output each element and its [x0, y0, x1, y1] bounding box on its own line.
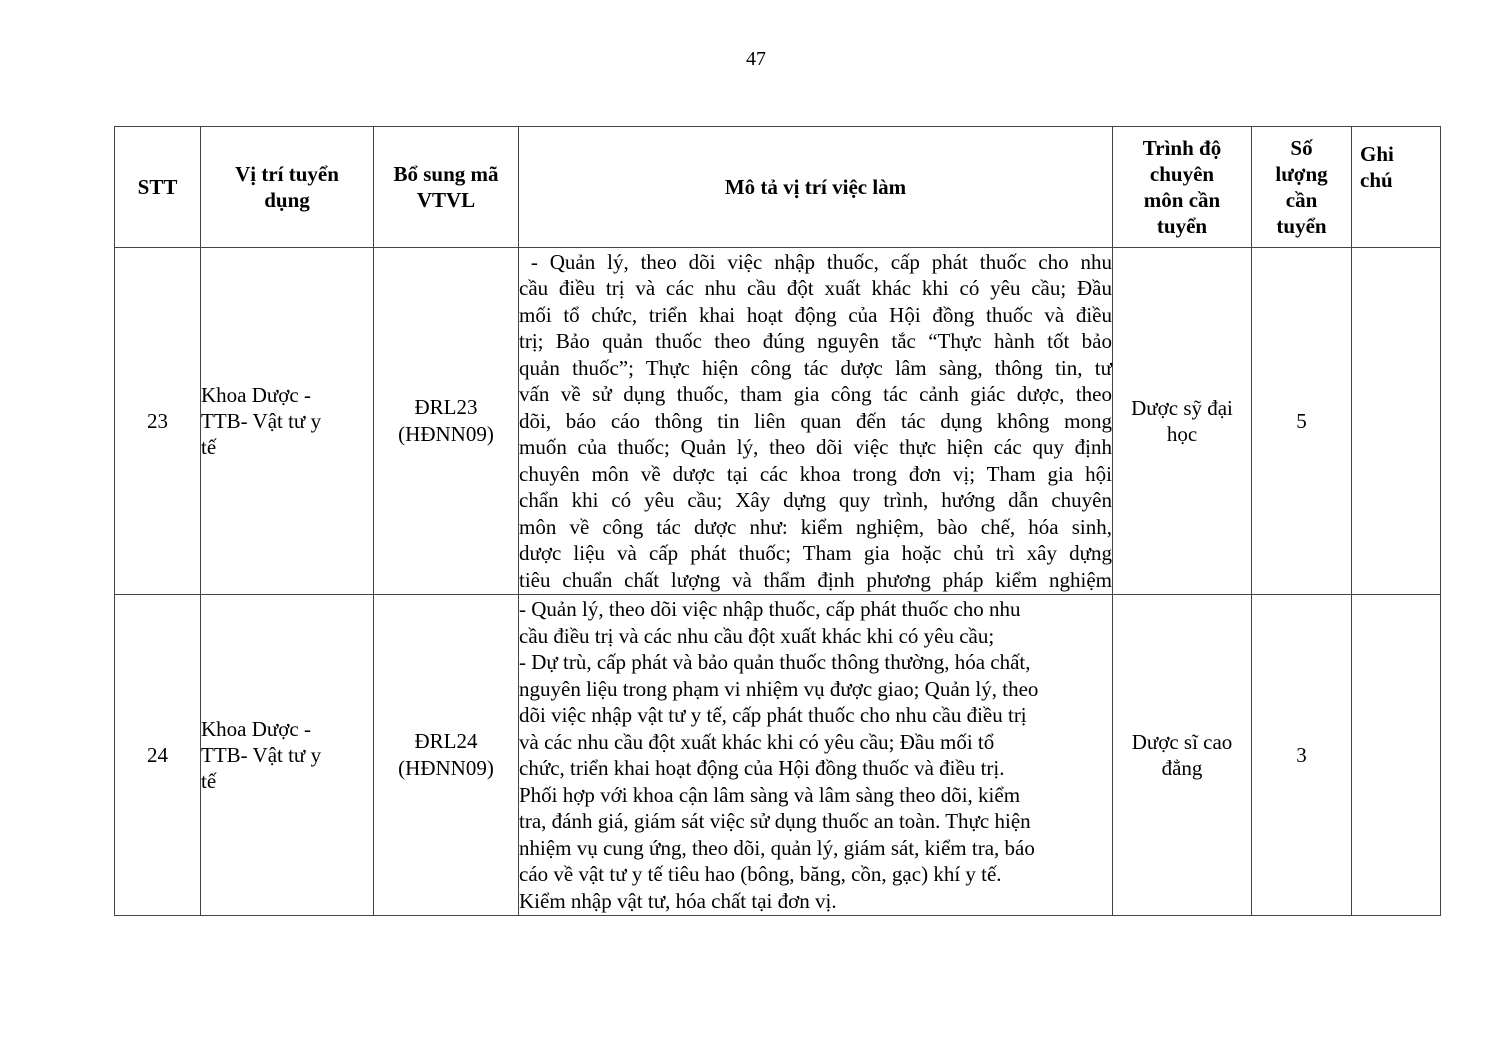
- position-line: Khoa Dược -: [201, 383, 311, 407]
- description-line: vấn về sử dụng thuốc, tham gia công tác cảnh giác dược, theo: [519, 382, 1112, 407]
- header-position-line: Vị trí tuyển: [235, 162, 339, 186]
- header-note: [1352, 127, 1441, 248]
- qualification-line: đẳng: [1161, 756, 1203, 780]
- page-number: 47: [746, 48, 766, 70]
- header-quantity-line: lượng: [1275, 162, 1328, 186]
- description-line: nhiệm vụ cung ứng, theo dõi, quản lý, giám sát, kiểm tra, báo: [519, 835, 1035, 860]
- header-qualification-line: Trình độ: [1142, 136, 1222, 160]
- header-qualification-line: môn cần: [1143, 188, 1221, 212]
- position-line: tế: [201, 769, 217, 793]
- cell-code: [374, 248, 519, 595]
- cell-description: [519, 248, 1113, 595]
- position-line: tế: [201, 435, 217, 459]
- qualification-line: Dược sĩ cao: [1131, 730, 1233, 754]
- code-line: ĐRL23: [414, 395, 478, 419]
- header-code-line: VTVL: [416, 188, 476, 212]
- header-description-text: Mô tả vị trí việc làm: [724, 175, 907, 199]
- description-line: quản thuốc”; Thực hiện công tác dược lâm sàng, thông tin, tư: [519, 355, 1112, 380]
- cell-stt: 24: [115, 595, 201, 916]
- header-position-line: dụng: [264, 188, 310, 212]
- description-line: tiêu chuẩn chất lượng và thẩm định phương pháp kiểm nghiệm: [519, 567, 1112, 592]
- header-code-line: Bổ sung mã: [393, 162, 499, 186]
- description-line: chẩn khi có yêu cầu; Xây dựng quy trình, hướng dẫn chuyên: [519, 488, 1112, 513]
- cell-description: [519, 595, 1113, 916]
- cell-position: [201, 595, 374, 916]
- cell-code: [374, 595, 519, 916]
- description-line: và các nhu cầu đột xuất khác khi có yêu cầu; Đầu mối tổ: [519, 729, 995, 754]
- cell-quantity: 3: [1252, 595, 1352, 916]
- description-line: cầu điều trị và các nhu cầu đột xuất khác khi có yêu cầu;: [519, 623, 995, 648]
- description-line: - Quản lý, theo dõi việc nhập thuốc, cấp phát thuốc cho nhu: [519, 249, 1112, 274]
- code-line: ĐRL24: [414, 729, 478, 753]
- description-line: mối tổ chức, triển khai hoạt động của Hội đồng thuốc và điều: [519, 302, 1112, 327]
- table-row: [115, 248, 1441, 595]
- description-line: môn về công tác dược như: kiểm nghiệm, bào chế, hóa sinh,: [519, 514, 1112, 539]
- description-line: - Quản lý, theo dõi việc nhập thuốc, cấp phát thuốc cho nhu: [519, 597, 1021, 621]
- position-line: TTB- Vật tư y: [201, 409, 322, 433]
- header-row: [115, 127, 1441, 248]
- cell-qualification: [1113, 595, 1252, 916]
- cell-position: [201, 248, 374, 595]
- header-stt: [115, 127, 201, 248]
- recruitment-table: [114, 126, 1441, 916]
- code-line: (HĐNN09): [398, 422, 494, 446]
- header-quantity-line: Số: [1290, 136, 1313, 160]
- header-quantity-line: tuyển: [1276, 214, 1327, 238]
- code-line: (HĐNN09): [398, 756, 494, 780]
- header-qualification-line: tuyển: [1156, 214, 1208, 238]
- description-line: tra, đánh giá, giám sát việc sử dụng thuốc an toàn. Thực hiện: [519, 809, 1031, 833]
- description-line: trị; Bảo quản thuốc theo đúng nguyên tắc “Thực hành tốt bảo: [519, 329, 1112, 354]
- description-line: chuyên môn về dược tại các khoa trong đơn vị; Tham gia hội: [519, 461, 1112, 486]
- header-description: [519, 127, 1113, 248]
- header-quantity-line: cần: [1285, 188, 1318, 212]
- cell-qualification: [1113, 248, 1252, 595]
- description-line: dược liệu và cấp phát thuốc; Tham gia hoặc chủ trì xây dựng: [519, 541, 1112, 566]
- cell-quantity: 5: [1252, 248, 1352, 595]
- description-line: muốn của thuốc; Quản lý, theo dõi việc thực hiện các quy định: [519, 435, 1112, 460]
- header-quantity: [1252, 127, 1352, 248]
- qualification-line: học: [1166, 422, 1198, 446]
- position-line: TTB- Vật tư y: [201, 743, 322, 767]
- description-line: Phối hợp với khoa cận lâm sàng và lâm sàng theo dõi, kiểm: [519, 782, 1021, 807]
- table-row: [115, 595, 1441, 916]
- description-line: Kiểm nhập vật tư, hóa chất tại đơn vị.: [519, 888, 837, 913]
- position-line: Khoa Dược -: [201, 717, 311, 741]
- header-note-line: chú: [1360, 168, 1393, 192]
- description-line: dõi việc nhập vật tư y tế, cấp phát thuốc cho nhu cầu điều trị: [519, 703, 1027, 727]
- header-qualification: [1113, 127, 1252, 248]
- description-line: nguyên liệu trong phạm vi nhiệm vụ được giao; Quản lý, theo: [519, 676, 1039, 701]
- description-line: - Dự trù, cấp phát và bảo quản thuốc thông thường, hóa chất,: [519, 650, 1031, 674]
- description-line: chức, triển khai hoạt động của Hội đồng thuốc và điều trị.: [519, 756, 1005, 780]
- cell-note: [1352, 248, 1441, 595]
- cell-stt: 23: [115, 248, 201, 595]
- header-stt-text: STT: [137, 175, 178, 199]
- qualification-line: Dược sỹ đại: [1131, 396, 1233, 420]
- header-qualification-line: chuyên: [1149, 162, 1215, 186]
- header-note-line: Ghi: [1360, 142, 1394, 166]
- cell-note: [1352, 595, 1441, 916]
- description-line: cầu điều trị và các nhu cầu đột xuất khác khi có yêu cầu; Đầu: [519, 276, 1112, 301]
- header-code: [374, 127, 519, 248]
- description-line: dõi, báo cáo thông tin liên quan đến tác dụng không mong: [519, 408, 1112, 433]
- header-position: [201, 127, 374, 248]
- description-line: cáo về vật tư y tế tiêu hao (bông, băng, cồn, gạc) khí y tế.: [519, 862, 1002, 886]
